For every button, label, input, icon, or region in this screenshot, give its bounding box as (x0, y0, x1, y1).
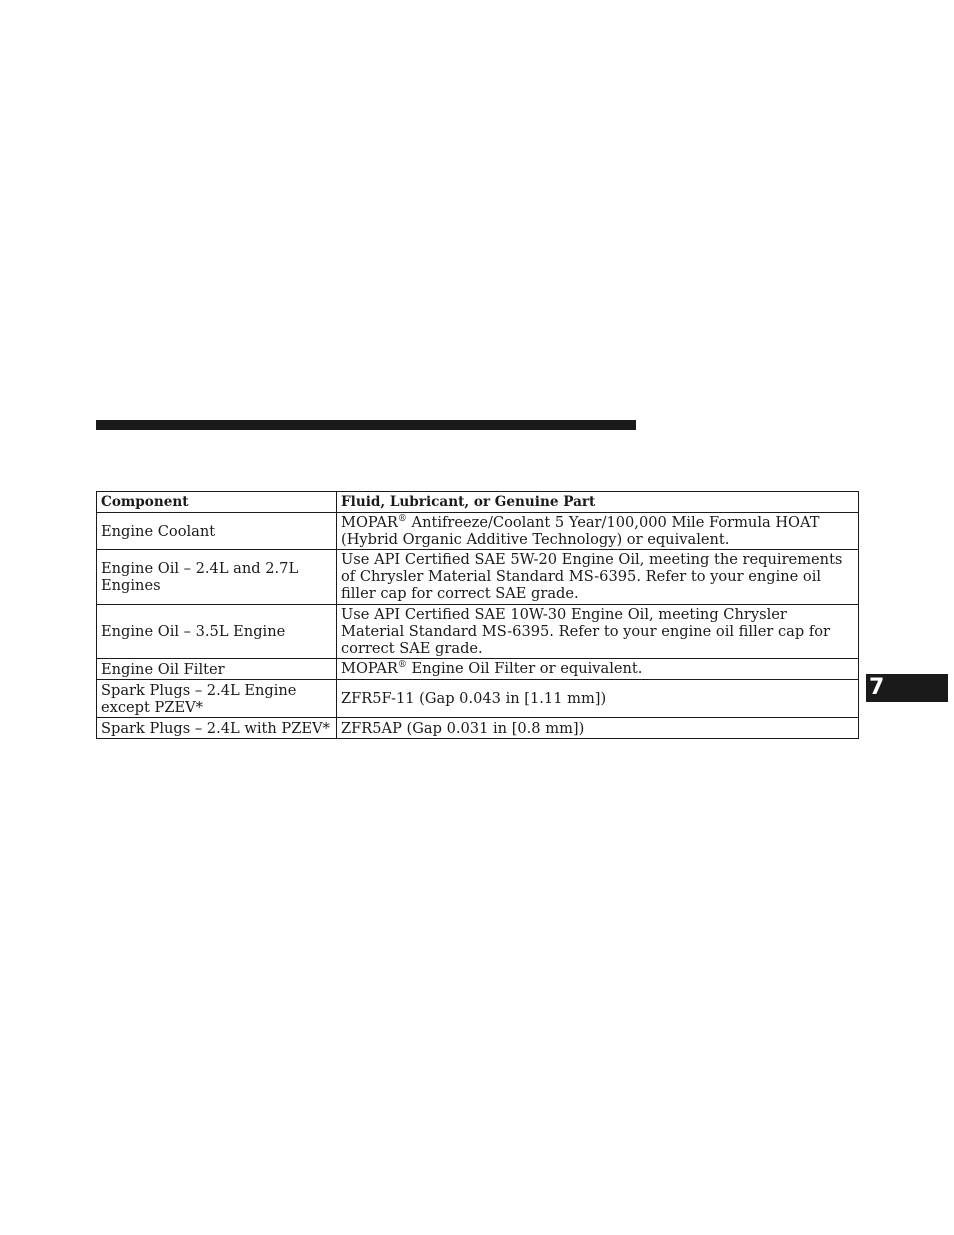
column-header-component: Component (97, 492, 337, 513)
chapter-number: 7 (869, 675, 885, 700)
component-cell: Spark Plugs – 2.4L with PZEV* (97, 718, 337, 739)
table-header-row (97, 492, 859, 513)
fluid-cell: ZFR5AP (Gap 0.031 in [0.8 mm]) (337, 718, 859, 739)
table-row (97, 550, 859, 605)
fluids-lubricants-table (96, 491, 859, 739)
chapter-tab (866, 674, 948, 702)
fluid-text: Engine Oil Filter or equivalent. (406, 660, 643, 677)
table-row (97, 680, 859, 718)
table-row (97, 718, 859, 739)
column-header-fluid: Fluid, Lubricant, or Genuine Part (337, 492, 859, 513)
fluid-cell: Use API Certified SAE 5W-20 Engine Oil, meeting the requirements of Chrysler Material Standard MS-6395. Refer to your engine oil filler cap for correct SAE grade. (337, 550, 859, 605)
fluid-cell: ZFR5F-11 (Gap 0.043 in [1.11 mm]) (337, 680, 859, 718)
component-cell: Engine Oil Filter (97, 659, 337, 680)
table-row (97, 659, 859, 680)
fluid-cell (337, 513, 859, 550)
fluid-cell (337, 659, 859, 680)
fluid-text: Antifreeze/Coolant 5 Year/100,000 Mile Formula HOAT (Hybrid Organic Additive Technology) or equivalent. (341, 514, 820, 548)
component-cell: Engine Oil – 3.5L Engine (97, 605, 337, 659)
brand-text: MOPAR (341, 660, 398, 677)
registered-mark: ® (397, 660, 407, 671)
component-cell: Engine Oil – 2.4L and 2.7L Engines (97, 550, 337, 605)
fluid-cell: Use API Certified SAE 10W-30 Engine Oil, meeting Chrysler Material Standard MS-6395. Refer to your engine oil filler cap for correct SAE grade. (337, 605, 859, 659)
component-cell: Engine Coolant (97, 513, 337, 550)
component-cell: Spark Plugs – 2.4L Engine except PZEV* (97, 680, 337, 718)
section-header-rule (96, 420, 636, 430)
table-row (97, 605, 859, 659)
registered-mark: ® (397, 514, 407, 525)
brand-text: MOPAR (341, 514, 398, 531)
table-row (97, 513, 859, 550)
